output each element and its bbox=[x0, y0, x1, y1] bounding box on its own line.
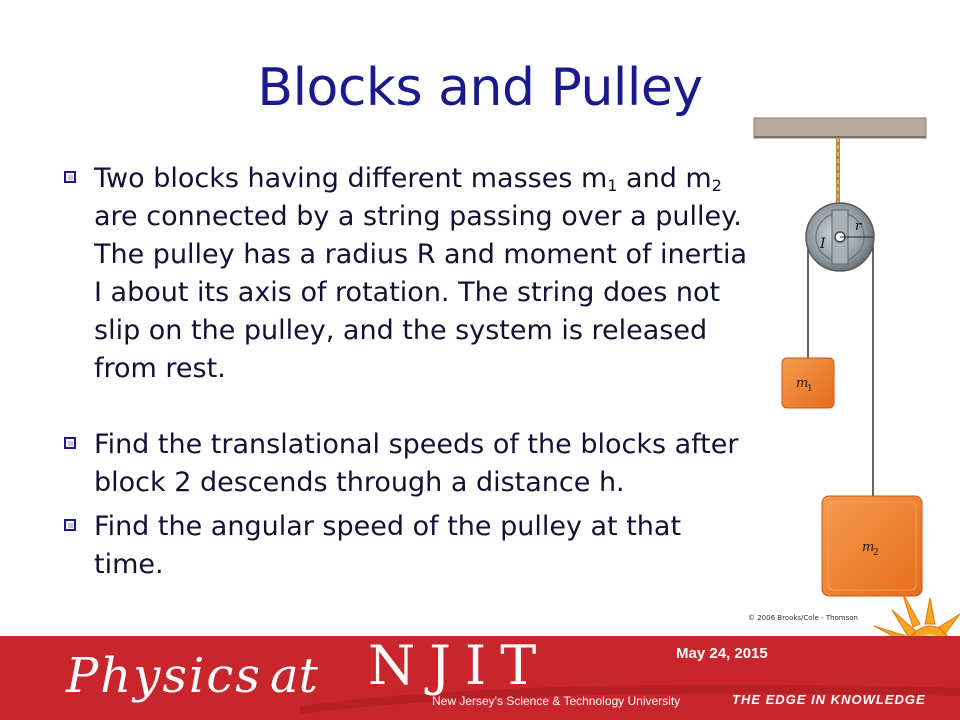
bullet-item bbox=[64, 160, 754, 388]
njit-logo: NJIT bbox=[368, 636, 551, 697]
radius-label: r bbox=[855, 219, 862, 234]
svg-text:m: m bbox=[862, 540, 875, 555]
university-name: New Jersey's Science & Technology University bbox=[432, 694, 681, 708]
square-bullet-icon bbox=[64, 171, 76, 183]
bullet-list bbox=[64, 160, 754, 584]
figure-copyright: © 2006 Brooks/Cole - Thomson bbox=[748, 614, 858, 622]
tagline: THE EDGE IN KNOWLEDGE bbox=[732, 692, 926, 707]
bullet-text: Find the translational speeds of the blocks after block 2 descends through a distance h. bbox=[94, 429, 739, 498]
bullet-item bbox=[64, 426, 754, 502]
slide-title: Blocks and Pulley bbox=[257, 58, 703, 118]
brand-physics: Physics bbox=[66, 648, 262, 704]
footer-band bbox=[0, 636, 960, 720]
brand-at: at bbox=[270, 648, 318, 704]
block-m2 bbox=[822, 496, 922, 596]
block-m1 bbox=[782, 358, 834, 408]
bullet-text: Find the angular speed of the pulley at that time. bbox=[94, 511, 682, 580]
bullet-item bbox=[64, 508, 754, 584]
square-bullet-icon bbox=[64, 437, 76, 449]
square-bullet-icon bbox=[64, 519, 76, 531]
pulley-diagram bbox=[740, 110, 940, 630]
slide-date: May 24, 2015 bbox=[676, 645, 768, 662]
pulley-wheel bbox=[806, 203, 874, 271]
svg-text:m: m bbox=[796, 376, 809, 391]
inertia-label: I bbox=[820, 236, 826, 252]
ceiling-bar bbox=[754, 118, 926, 138]
svg-text:2: 2 bbox=[873, 548, 879, 558]
svg-text:1: 1 bbox=[807, 384, 813, 394]
bullet-text: Two blocks having different masses $m_1$ and $m_2$ are connected by a string passing over a pulley. The pulley has a radius R and moment of inertia I about its axis of rotation. The string does not slip on the pulley, and the system is released from rest. bbox=[94, 163, 748, 384]
